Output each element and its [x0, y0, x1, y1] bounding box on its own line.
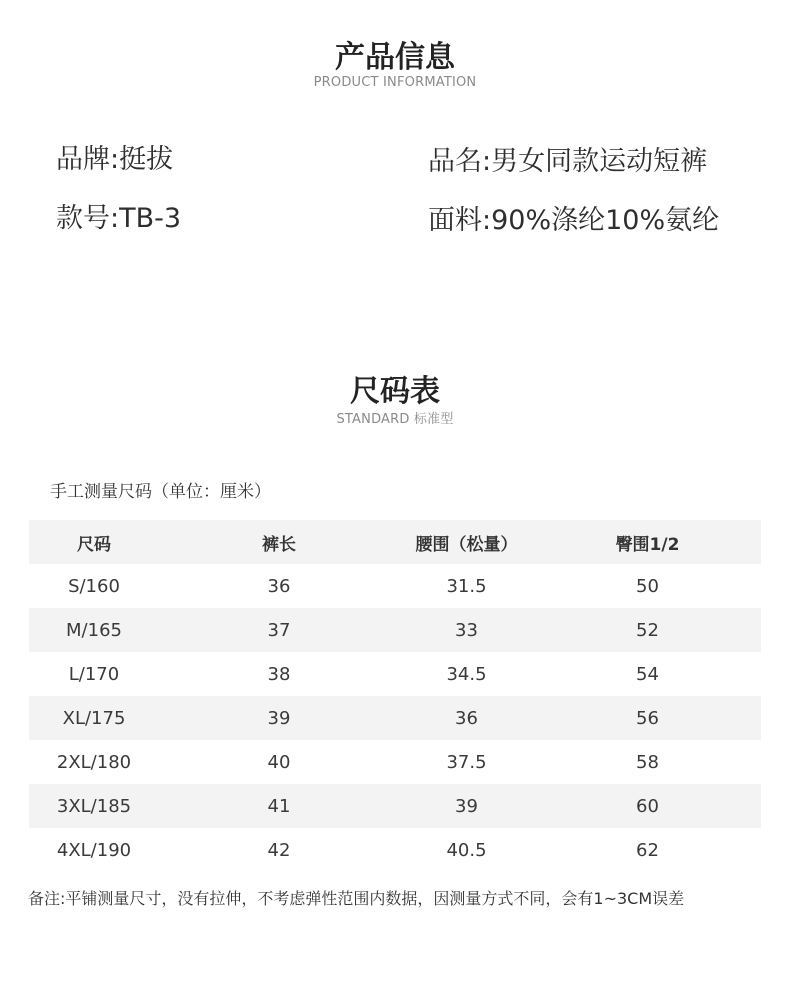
cell-length: 42	[267, 839, 291, 861]
product-name-info: 品名:男女同款运动短裤	[428, 146, 708, 177]
cell-length: 36	[267, 575, 291, 597]
header-length: 裤长	[159, 520, 399, 564]
cell-waist: 31.5	[446, 575, 487, 597]
header-hip: 臀围1/2	[534, 520, 761, 564]
cell-length: 39	[159, 696, 399, 740]
cell-waist: 40.5	[446, 839, 487, 861]
unit-note: 手工测量尺码（单位：厘米）	[50, 482, 271, 502]
measurement-remark: 备注:平铺测量尺寸，没有拉伸，不考虑弹性范围内数据，因测量方式不同，会有1~3CM误差	[28, 889, 685, 908]
table-row	[29, 564, 761, 608]
size-chart-title: 尺码表	[350, 374, 440, 409]
cell-waist: 36	[399, 696, 534, 740]
cell-size: S/160	[68, 575, 120, 597]
model-info: 款号:TB-3	[56, 203, 182, 234]
cell-hip: 56	[534, 696, 761, 740]
cell-hip: 50	[636, 575, 659, 597]
cell-size: 2XL/180	[56, 751, 132, 773]
cell-waist: 39	[399, 784, 534, 828]
header-waist: 腰围（松量）	[399, 520, 534, 564]
cell-size: L/170	[68, 663, 120, 685]
cell-waist: 33	[399, 608, 534, 652]
cell-hip: 60	[534, 784, 761, 828]
fabric-info: 面料:90%涤纶10%氨纶	[428, 205, 720, 236]
cell-hip: 62	[636, 839, 659, 861]
cell-size: XL/175	[29, 696, 159, 740]
cell-hip: 52	[534, 608, 761, 652]
cell-hip: 58	[636, 751, 659, 773]
size-chart-subtitle: STANDARD 标准型	[336, 412, 454, 427]
cell-size: M/165	[29, 608, 159, 652]
table-row	[29, 652, 761, 696]
table-row	[29, 608, 761, 652]
table-row	[29, 740, 761, 784]
cell-waist: 34.5	[446, 663, 487, 685]
table-row	[29, 828, 761, 872]
cell-size: 3XL/185	[29, 784, 159, 828]
product-info-title: 产品信息	[335, 40, 455, 75]
table-row	[29, 696, 761, 740]
cell-waist: 37.5	[446, 751, 487, 773]
cell-length: 38	[267, 663, 291, 685]
table-header-row	[29, 520, 761, 564]
cell-size: 4XL/190	[56, 839, 132, 861]
brand-info: 品牌:挺拔	[56, 144, 174, 175]
product-info-subtitle: PRODUCT INFORMATION	[313, 75, 477, 90]
cell-length: 37	[159, 608, 399, 652]
cell-length: 41	[159, 784, 399, 828]
header-size: 尺码	[29, 520, 159, 564]
table-row	[29, 784, 761, 828]
size-table	[29, 520, 761, 872]
cell-length: 40	[267, 751, 291, 773]
cell-hip: 54	[636, 663, 659, 685]
